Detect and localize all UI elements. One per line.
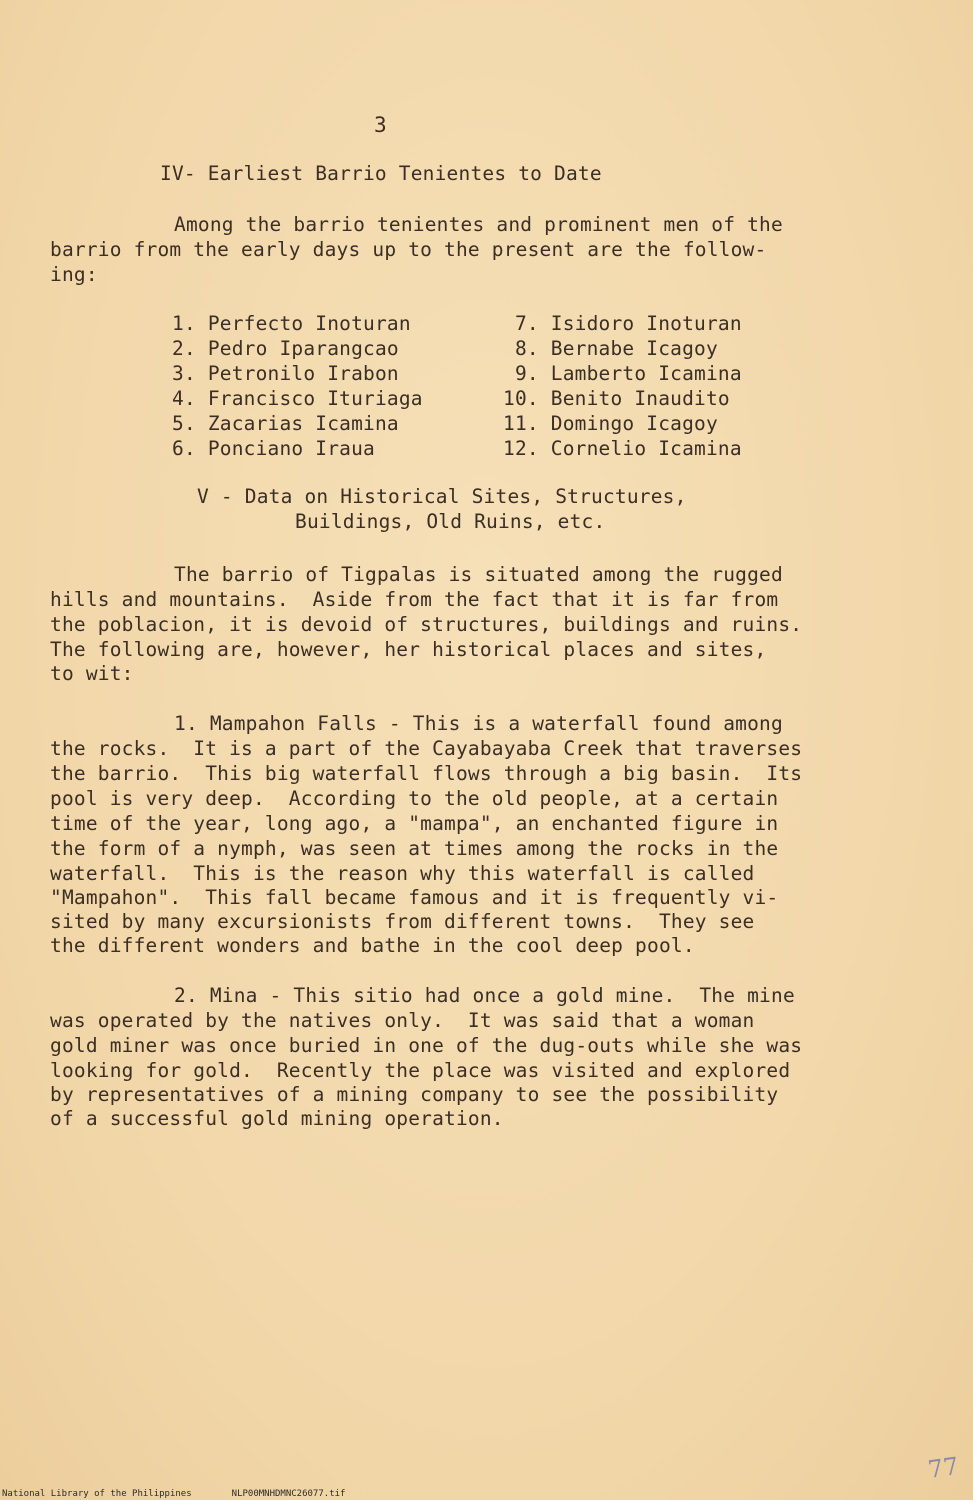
- scan-footer: [2, 1489, 385, 1499]
- teniente-item: 10. Benito Inaudito: [503, 387, 730, 410]
- mina-paragraph-line: looking for gold. Recently the place was visited and explored: [50, 1059, 791, 1082]
- section-heading-iv: IV- Earliest Barrio Tenientes to Date: [160, 162, 602, 185]
- intro-line: ing:: [50, 263, 98, 286]
- page-number: 3: [374, 113, 387, 137]
- sites-paragraph-line: The following are, however, her historical places and sites,: [50, 638, 767, 661]
- mina-paragraph-line: was operated by the natives only. It was said that a woman: [50, 1009, 755, 1032]
- section-heading-v-cont: Buildings, Old Ruins, etc.: [295, 510, 606, 533]
- mampahon-paragraph-line: the form of a nymph, was seen at times among the rocks in the: [50, 837, 779, 860]
- mampahon-paragraph-line: the rocks. It is a part of the Cayabayaba Creek that traverses: [50, 737, 803, 760]
- teniente-item: 5. Zacarias Icamina: [172, 412, 399, 435]
- teniente-item: 4. Francisco Ituriaga: [172, 387, 423, 410]
- mina-paragraph-line: of a successful gold mining operation.: [50, 1107, 504, 1130]
- teniente-item: 11. Domingo Icagoy: [503, 412, 718, 435]
- mampahon-paragraph-line: the different wonders and bathe in the cool deep pool.: [50, 934, 695, 957]
- mina-paragraph-line: 2. Mina - This sitio had once a gold mine. The mine: [174, 984, 795, 1007]
- teniente-item: 8. Bernabe Icagoy: [503, 337, 718, 360]
- mampahon-paragraph-line: the barrio. This big waterfall flows through a big basin. Its: [50, 762, 803, 785]
- mampahon-paragraph-line: "Mampahon". This fall became famous and it is frequently vi-: [50, 886, 779, 909]
- teniente-item: 3. Petronilo Irabon: [172, 362, 399, 385]
- teniente-item: 9. Lamberto Icamina: [503, 362, 742, 385]
- mina-paragraph-line: by representatives of a mining company to see the possibility: [50, 1083, 779, 1106]
- intro-line: Among the barrio tenientes and prominent men of the: [174, 213, 783, 236]
- section-heading-v: V - Data on Historical Sites, Structures,: [197, 485, 687, 508]
- intro-line: barrio from the early days up to the present are the follow-: [50, 238, 767, 261]
- mampahon-paragraph-line: waterfall. This is the reason why this waterfall is called: [50, 862, 755, 885]
- sites-paragraph-line: The barrio of Tigpalas is situated among the rugged: [174, 563, 783, 586]
- mina-paragraph-line: gold miner was once buried in one of the dug-outs while she was: [50, 1034, 803, 1057]
- library-name: National Library of the Philippines: [2, 1489, 192, 1499]
- mampahon-paragraph-line: time of the year, long ago, a "mampa", an enchanted figure in: [50, 812, 779, 835]
- teniente-item: 12. Cornelio Icamina: [503, 437, 742, 460]
- sites-paragraph-line: to wit:: [50, 662, 134, 685]
- mampahon-paragraph-line: 1. Mampahon Falls - This is a waterfall found among: [174, 712, 783, 735]
- teniente-item: 1. Perfecto Inoturan: [172, 312, 411, 335]
- handwritten-page-mark: 77: [926, 1452, 961, 1484]
- sites-paragraph-line: hills and mountains. Aside from the fact that it is far from: [50, 588, 779, 611]
- teniente-item: 7. Isidoro Inoturan: [503, 312, 742, 335]
- file-name: NLP00MNHDMNC26077.tif: [231, 1489, 346, 1499]
- teniente-item: 6. Ponciano Iraua: [172, 437, 375, 460]
- teniente-item: 2. Pedro Iparangcao: [172, 337, 399, 360]
- sites-paragraph-line: the poblacion, it is devoid of structures, buildings and ruins.: [50, 613, 803, 636]
- mampahon-paragraph-line: sited by many excursionists from different towns. They see: [50, 910, 755, 933]
- mampahon-paragraph-line: pool is very deep. According to the old people, at a certain: [50, 787, 779, 810]
